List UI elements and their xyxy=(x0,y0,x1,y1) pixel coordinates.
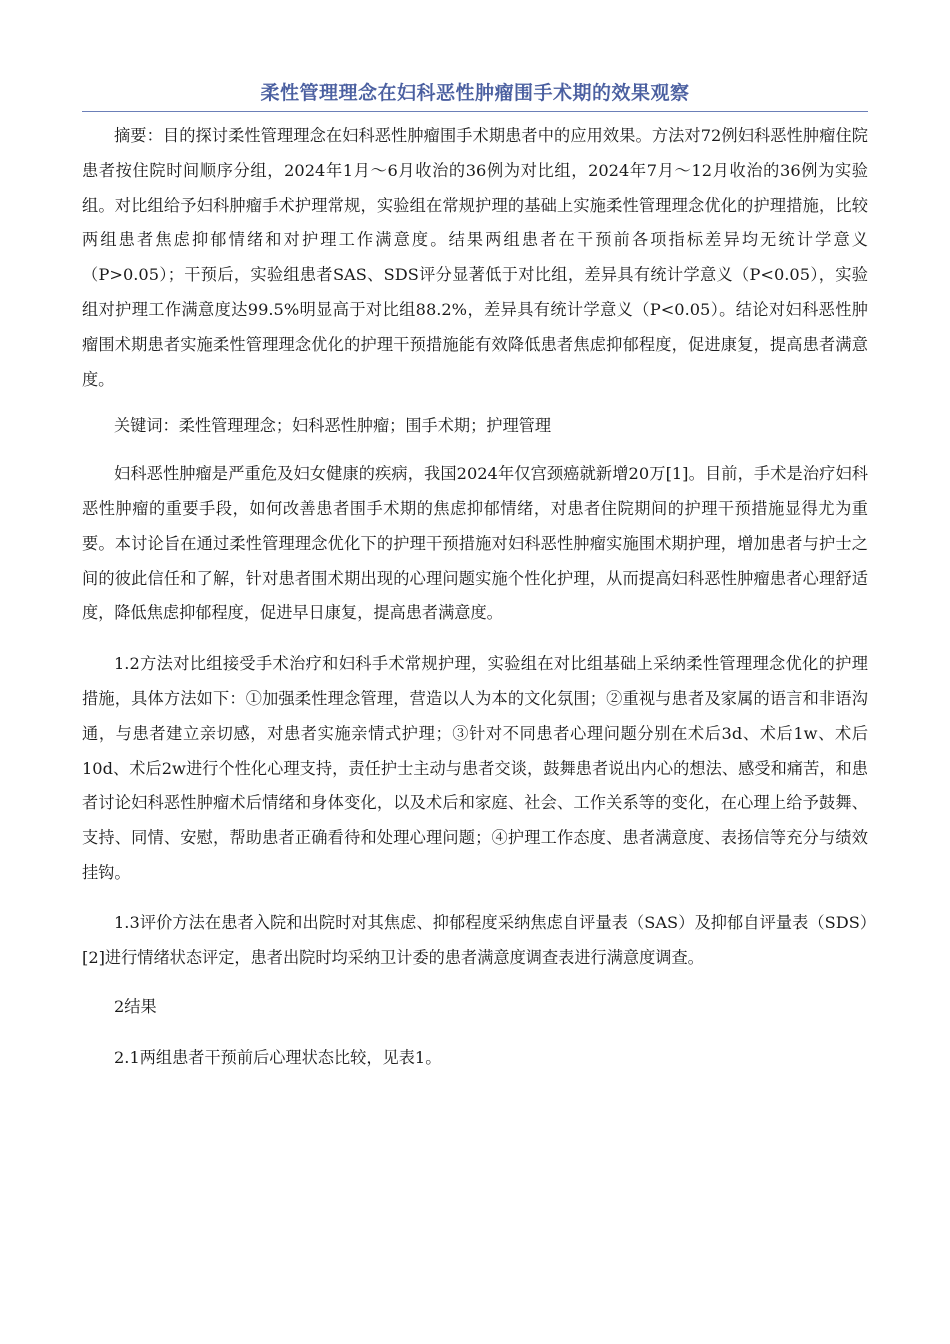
paper-title: 柔性管理理念在妇科恶性肿瘤围手术期的效果观察 xyxy=(82,76,868,112)
abstract-paragraph: 摘要：目的探讨柔性管理理念在妇科恶性肿瘤围手术期患者中的应用效果。方法对72例妇科恶性肿瘤住院患者按住院时间顺序分组，2024年1月～6月收治的36例为对比组，2024年7月～12月收治的36例为实验组。对比组给予妇科肿瘤手术护理常规，实验组在常规护理的基础上实施柔性管理理念优化的护理措施，比较两组患者焦虑抑郁情绪和对护理工作满意度。结果两组患者在干预前各项指标差异均无统计学意义（P>0.05）；干预后，实验组患者SAS、SDS评分显著低于对比组，差异具有统计学意义（P<0.05），实验组对护理工作满意度达99.5%明显高于对比组88.2%，差异具有统计学意义（P<0.05）。结论对妇科恶性肿瘤围术期患者实施柔性管理理念优化的护理干预措施能有效降低患者焦虑抑郁程度，促进康复，提高患者满意度。 xyxy=(82,126,868,389)
keywords-paragraph: 关键词：柔性管理理念；妇科恶性肿瘤；围手术期；护理管理 xyxy=(114,416,552,436)
results-subsection: 2.1两组患者干预前后心理状态比较，见表1。 xyxy=(114,1048,442,1068)
document-page xyxy=(82,76,868,1076)
results-heading: 2结果 xyxy=(114,997,157,1017)
introduction-paragraph: 妇科恶性肿瘤是严重危及妇女健康的疾病，我国2024年仅宫颈癌就新增20万[1]。目前，手术是治疗妇科恶性肿瘤的重要手段，如何改善患者围手术期的焦虑抑郁情绪，对患者住院期间的护理干预措施显得尤为重要。本讨论旨在通过柔性管理理念优化下的护理干预措施对妇科恶性肿瘤实施围术期护理，增加患者与护士之间的彼此信任和了解，针对患者围术期出现的心理问题实施个性化护理，从而提高妇科恶性肿瘤患者心理舒适度，降低焦虑抑郁程度，促进早日康复，提高患者满意度。 xyxy=(82,464,868,623)
evaluation-paragraph: 1.3评价方法在患者入院和出院时对其焦虑、抑郁程度采纳焦虑自评量表（SAS）及抑郁自评量表（SDS）[2]进行情绪状态评定，患者出院时均采纳卫计委的患者满意度调查表进行满意度调查。 xyxy=(82,912,868,967)
method-paragraph: 1.2方法对比组接受手术治疗和妇科手术常规护理，实验组在对比组基础上采纳柔性管理理念优化的护理措施，具体方法如下：①加强柔性理念管理，营造以人为本的文化氛围；②重视与患者及家属的语言和非语沟通，与患者建立亲切感，对患者实施亲情式护理；③针对不同患者心理问题分别在术后3d、术后1w、术后10d、术后2w进行个性化心理支持，责任护士主动与患者交谈，鼓舞患者说出内心的想法、感受和痛苦，和患者讨论妇科恶性肿瘤术后情绪和身体变化，以及术后和家庭、社会、工作关系等的变化，在心理上给予鼓舞、支持、同情、安慰，帮助患者正确看待和处理心理问题；④护理工作态度、患者满意度、表扬信等充分与绩效挂钩。 xyxy=(82,654,869,882)
